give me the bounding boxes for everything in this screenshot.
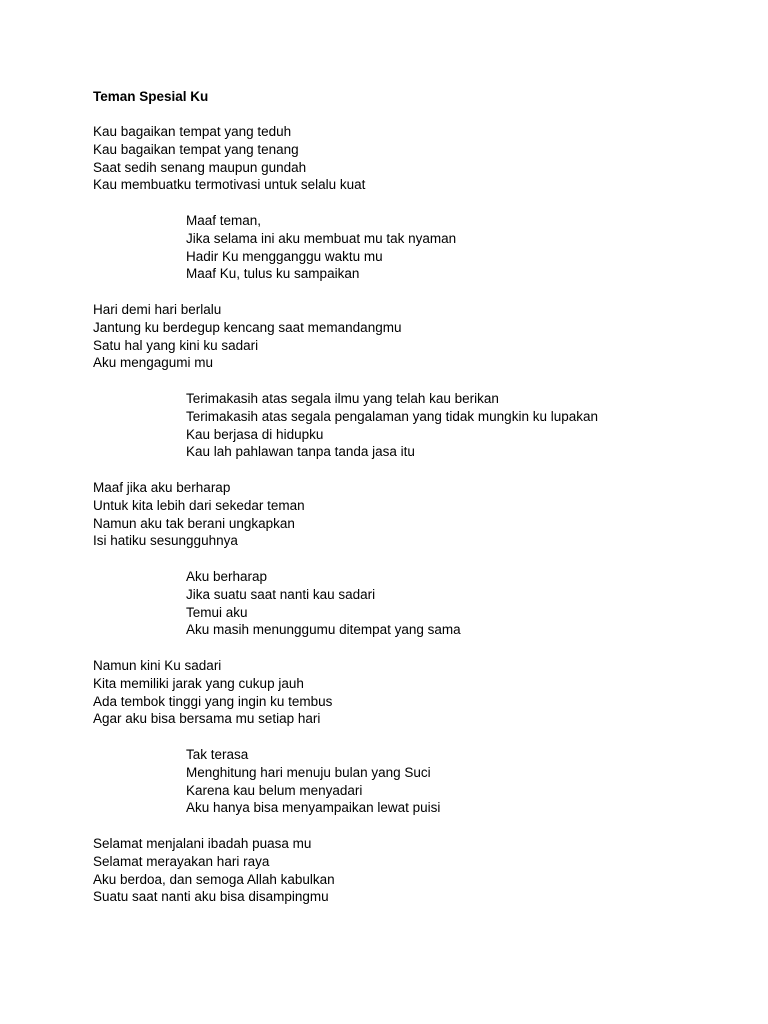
stanza-8 [186, 746, 440, 817]
poem-line: Saat sedih senang maupun gundah [93, 159, 307, 175]
stanza-3 [93, 301, 401, 372]
poem-line: Selamat merayakan hari raya [93, 853, 270, 869]
poem-line: Aku mengagumi mu [93, 355, 214, 371]
poem-line: Isi hatiku sesungguhnya [93, 533, 238, 549]
poem-line: Jantung ku berdegup kencang saat memandangmu [93, 319, 402, 335]
poem-line: Maaf teman, [186, 213, 262, 228]
poem-line: Aku berharap [186, 569, 268, 584]
poem-line: Maaf Ku, tulus ku sampaikan [186, 266, 360, 282]
poem-line: Menghitung hari menuju bulan yang Suci [186, 764, 431, 780]
stanza-1 [93, 123, 365, 194]
poem-line: Terimakasih atas segala ilmu yang telah kau berikan [186, 391, 499, 406]
poem-line: Ada tembok tinggi yang ingin ku tembus [93, 693, 333, 709]
stanza-9 [93, 835, 335, 906]
poem-line: Jika selama ini aku membuat mu tak nyaman [186, 230, 457, 246]
poem-line: Tak terasa [186, 747, 249, 762]
poem-line: Namun kini Ku sadari [93, 658, 222, 673]
poem-line: Hadir Ku mengganggu waktu mu [186, 248, 383, 264]
poem-line: Aku berdoa, dan semoga Allah kabulkan [93, 871, 335, 887]
poem-line: Aku masih menunggumu ditempat yang sama [186, 622, 461, 638]
poem-line: Kita memiliki jarak yang cukup jauh [93, 675, 304, 691]
poem-line: Agar aku bisa bersama mu setiap hari [93, 711, 321, 727]
poem-line: Selamat menjalani ibadah puasa mu [93, 836, 312, 851]
poem-line: Kau membuatku termotivasi untuk selalu kuat [93, 177, 366, 193]
poem-line: Jika suatu saat nanti kau sadari [186, 586, 376, 602]
poem-line: Namun aku tak berani ungkapkan [93, 515, 295, 531]
poem-line: Maaf jika aku berharap [93, 480, 231, 495]
poem-line: Untuk kita lebih dari sekedar teman [93, 497, 305, 513]
poem-line: Kau berjasa di hidupku [186, 426, 324, 442]
poem-line: Kau bagaikan tempat yang teduh [93, 124, 292, 139]
poem-line: Temui aku [186, 604, 248, 620]
poem-line: Satu hal yang kini ku sadari [93, 337, 259, 353]
poem-line: Terimakasih atas segala pengalaman yang tidak mungkin ku lupakan [186, 408, 599, 424]
stanza-7 [93, 657, 332, 728]
stanza-2 [186, 212, 456, 283]
poem-line: Kau bagaikan tempat yang tenang [93, 141, 299, 157]
poem-line: Karena kau belum menyadari [186, 782, 363, 798]
stanza-5 [93, 479, 305, 550]
poem-line: Aku hanya bisa menyampaikan lewat puisi [186, 800, 441, 816]
stanza-6 [186, 568, 461, 639]
poem-line: Suatu saat nanti aku bisa disampingmu [93, 889, 329, 905]
stanza-4 [186, 390, 598, 461]
poem-line: Kau lah pahlawan tanpa tanda jasa itu [186, 444, 415, 460]
poem-line: Hari demi hari berlalu [93, 302, 222, 317]
poem-title: Teman Spesial Ku [93, 89, 209, 104]
